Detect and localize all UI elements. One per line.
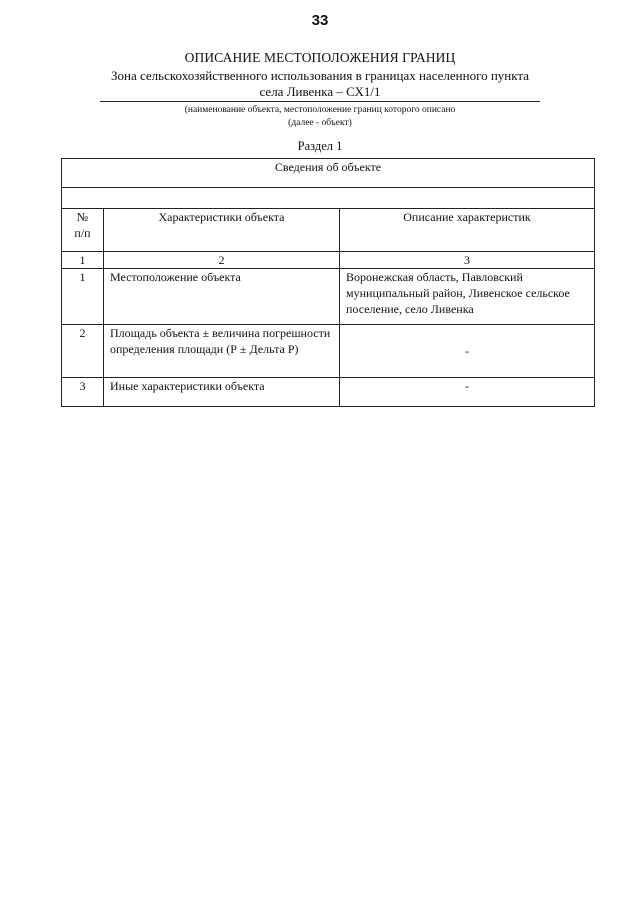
object-name-line-1: Зона сельскохозяйственного использования в границах населенного пункта: [110, 68, 529, 83]
row-characteristic: Иные характеристики объекта: [104, 378, 340, 407]
caption-line-1: (наименование объекта, местоположение границ которого описано: [184, 105, 456, 115]
page-number: 33: [311, 12, 329, 29]
column-header-number: № п/п: [62, 209, 104, 252]
row-number: 2: [62, 325, 104, 378]
row-characteristic: Местоположение объекта: [104, 269, 340, 325]
caption-line-2: (далее - объект): [288, 118, 352, 128]
row-description: -: [340, 325, 595, 378]
object-name: [100, 68, 540, 100]
table-title-row: [62, 159, 595, 188]
table-row: [62, 378, 595, 407]
row-number: 3: [62, 378, 104, 407]
empty-row: [62, 188, 595, 209]
column-header-description: Описание характеристик: [340, 209, 595, 252]
table-row: [62, 325, 595, 378]
document-title: ОПИСАНИЕ МЕСТОПОЛОЖЕНИЯ ГРАНИЦ: [184, 50, 456, 65]
column-number-3: 3: [340, 252, 595, 269]
section-title: Раздел 1: [297, 139, 343, 153]
column-header-row: [62, 209, 595, 252]
row-description: -: [340, 378, 595, 407]
table-title: Сведения об объекте: [62, 159, 595, 188]
column-header-characteristics: Характеристики объекта: [104, 209, 340, 252]
empty-cell: [62, 188, 595, 209]
column-number-2: 2: [104, 252, 340, 269]
row-number: 1: [62, 269, 104, 325]
object-info-table: [61, 158, 595, 407]
row-description: Воронежская область, Павловский муниципальный район, Ливенское сельское поселение, село Ливенка: [340, 269, 595, 325]
column-number-1: 1: [62, 252, 104, 269]
object-name-line-2: села Ливенка – СХ1/1: [259, 84, 381, 99]
underline-divider: [100, 101, 540, 102]
row-characteristic: Площадь объекта ± величина погрешности определения площади (Р ± Дельта Р): [104, 325, 340, 378]
object-name-caption: [100, 104, 540, 130]
column-number-row: [62, 252, 595, 269]
table-row: [62, 269, 595, 325]
